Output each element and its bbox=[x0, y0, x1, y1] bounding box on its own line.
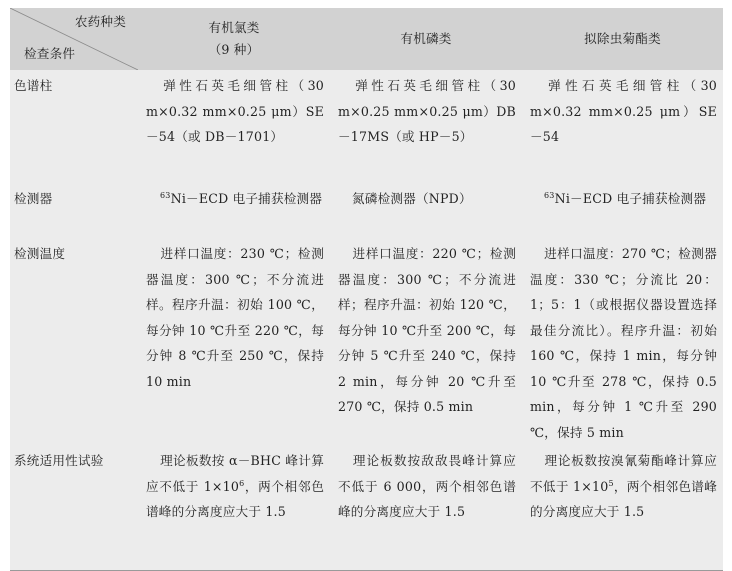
cell-text: 进样口温度：220 ℃；检测器温度：300 ℃；不分流进样；程序升温：初始 120 ℃，每分钟 10 ℃升至 200 ℃，每分钟 5 ℃升至 240 ℃，保持 2 min，每分钟 20 ℃升至 270 ℃，保持 0.5 min bbox=[338, 246, 516, 414]
corner-label-pesticide-type: 农药种类 bbox=[74, 14, 126, 29]
exponent-superscript: 6 bbox=[239, 478, 245, 488]
cell-organochlorine bbox=[138, 238, 330, 445]
cell-pyrethroid bbox=[522, 445, 723, 571]
row-label: 检测器 bbox=[14, 191, 53, 206]
cell-text: 氮磷检测器（NPD） bbox=[352, 191, 472, 206]
header-row bbox=[10, 8, 723, 70]
table-row-column bbox=[10, 70, 723, 183]
header-organochlorine-count: （9 种） bbox=[208, 42, 260, 57]
cell-text: ，两个相邻色谱峰的分离度应大于 1.5 bbox=[146, 478, 324, 519]
table-row-detector bbox=[10, 183, 723, 238]
cell-organophosphorus bbox=[330, 238, 522, 445]
row-label: 检测温度 bbox=[14, 246, 66, 261]
header-organochlorine bbox=[138, 8, 330, 70]
cell-text: 进样口温度：230 ℃；检测器温度：300 ℃；不分流进样。程序升温：初始 100 ℃，每分钟 10 ℃升至 220 ℃，每分钟 8 ℃升至 250 ℃，保持 10 min bbox=[146, 246, 324, 389]
cell-text: Ni－ECD 电子捕获检测器 bbox=[170, 191, 323, 206]
cell-text: 弹性石英毛细管柱（30 m×0.32 mm×0.25 μm）SE－54（或 DB－1701） bbox=[146, 78, 324, 144]
cell-text: 理论板数按敌敌畏峰计算应不低于 6 000，两个相邻色谱峰的分离度应大于 1.5 bbox=[338, 453, 516, 519]
row-label: 系统适用性试验 bbox=[10, 445, 138, 571]
cell-pyrethroid bbox=[522, 183, 723, 238]
cell-text: 理论板数按溴氰菊酯峰计算应不低于 1×10 bbox=[530, 453, 717, 494]
cell-text: 进样口温度：270 ℃；检测器温度：330 ℃；分流比 20：1；5：1（或根据仪器设置选择最佳分流比）。程序升温：初始 160 ℃，保持 1 min，每分钟 10 ℃升至 278 ℃，保持 0.5 min，每分钟 1 ℃升至 290 ℃，保持 5 min bbox=[530, 246, 717, 440]
table-row-system-suitability bbox=[10, 445, 723, 571]
isotope-superscript: 63 bbox=[160, 191, 171, 200]
cell-organophosphorus bbox=[330, 445, 522, 571]
header-organochlorine-title: 有机氯类 bbox=[208, 20, 260, 35]
pesticide-conditions-table bbox=[10, 8, 723, 571]
cell-pyrethroid bbox=[522, 70, 723, 183]
cell-organophosphorus bbox=[330, 183, 522, 238]
cell-organochlorine bbox=[138, 70, 330, 183]
header-pyrethroid: 拟除虫菊酯类 bbox=[584, 31, 661, 47]
isotope-superscript: 63 bbox=[544, 191, 555, 200]
cell-pyrethroid bbox=[522, 238, 723, 445]
table-row-temperature bbox=[10, 238, 723, 445]
exponent-superscript: 5 bbox=[608, 478, 614, 488]
cell-organochlorine bbox=[138, 183, 330, 238]
cell-text: 弹性石英毛细管柱（30 m×0.25 mm×0.25 μm）DB－17MS（或 HP－5） bbox=[338, 78, 516, 144]
header-organophosphorus: 有机磷类 bbox=[400, 31, 452, 47]
cell-text: ，两个相邻色谱峰的分离度应大于 1.5 bbox=[530, 478, 717, 519]
corner-header-cell bbox=[10, 8, 138, 70]
corner-label-check-condition: 检查条件 bbox=[24, 46, 76, 61]
cell-text: 理论板数按 α－BHC 峰计算应不低于 1×10 bbox=[146, 453, 324, 494]
cell-text: Ni－ECD 电子捕获检测器 bbox=[554, 191, 707, 206]
cell-text: 弹性石英毛细管柱（30 m×0.32 mm×0.25 μm）SE－54 bbox=[530, 78, 717, 144]
row-label: 色谱柱 bbox=[14, 78, 53, 93]
cell-organophosphorus bbox=[330, 70, 522, 183]
cell-organochlorine bbox=[138, 445, 330, 571]
